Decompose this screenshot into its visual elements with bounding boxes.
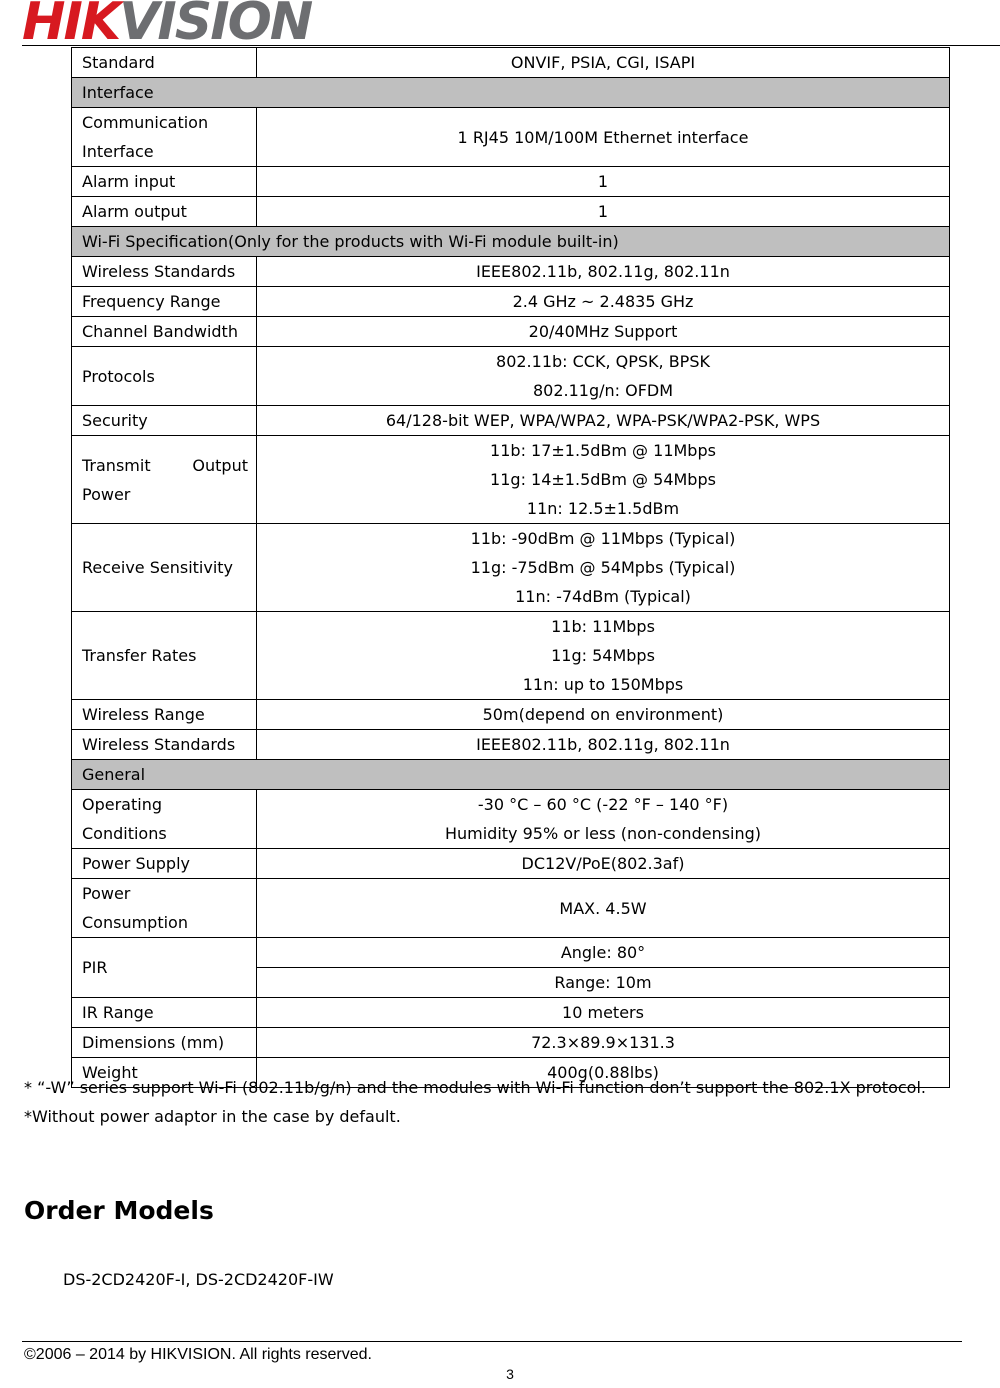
value-line: 802.11b: CCK, QPSK, BPSK [496,352,710,371]
row-label: Protocols [72,347,257,406]
row-value: 1 [257,197,950,227]
row-label: Wireless Standards [72,730,257,760]
row-label: IR Range [72,998,257,1028]
section-header-row [72,78,950,108]
table-row [72,317,950,347]
value-line: Humidity 95% or less (non-condensing) [444,824,762,843]
table-row [72,524,950,612]
table-row [72,197,950,227]
value-line: 11n: 12.5±1.5dBm [526,499,680,518]
row-value [257,524,950,612]
row-value: ONVIF, PSIA, CGI, ISAPI [257,48,950,78]
row-label [72,879,257,938]
row-value: IEEE802.11b, 802.11g, 802.11n [257,730,950,760]
table-row [72,406,950,436]
row-label: Receive Sensitivity [72,524,257,612]
table-row [72,287,950,317]
wifi-footnote: * “-W” series support Wi-Fi (802.11b/g/n) and the modules with Wi-Fi function don’t support the 802.1X protocol. [24,1078,926,1097]
section-general: General [72,760,950,790]
table-row [72,730,950,760]
row-label: Weight [72,1058,257,1088]
table-row [72,108,950,167]
row-label-line: Conditions [82,824,167,843]
table-row [72,938,950,968]
footer-divider [22,1341,962,1342]
row-label: Transfer Rates [72,612,257,700]
row-label-line: Operating [82,795,162,814]
value-line: 11g: 54Mbps [551,646,655,665]
copyright-text: ©2006 – 2014 by HIKVISION. All rights reserved. [24,1346,372,1363]
row-label: Alarm input [72,167,257,197]
row-label-line: Power [82,884,131,903]
row-value: 72.3×89.9×131.3 [257,1028,950,1058]
row-value [257,612,950,700]
row-value: Range: 10m [257,968,950,998]
row-value [257,790,950,849]
row-value: Angle: 80° [257,938,950,968]
section-header-row [72,227,950,257]
row-value: 400g(0.88lbs) [257,1058,950,1088]
spec-table [71,47,950,1088]
value-line: 802.11g/n: OFDM [532,381,674,400]
value-line: 11n: up to 150Mbps [522,675,684,694]
page-number: 3 [506,1366,514,1382]
row-label: Alarm output [72,197,257,227]
row-value: 2.4 GHz ~ 2.4835 GHz [257,287,950,317]
row-value: 1 RJ45 10M/100M Ethernet interface [257,108,950,167]
logo-gray-part: VISION [119,0,312,52]
table-row [72,700,950,730]
value-line: -30 °C – 60 °C (-22 °F – 140 °F) [477,795,729,814]
row-value: 20/40MHz Support [257,317,950,347]
table-row [72,849,950,879]
value-line: 11b: -90dBm @ 11Mbps (Typical) [470,529,736,548]
row-value: 50m(depend on environment) [257,700,950,730]
section-header-row [72,760,950,790]
row-label: PIR [72,938,257,998]
value-line: 11b: 11Mbps [551,617,655,636]
row-value: MAX. 4.5W [257,879,950,938]
row-label: Transmit Output Power [72,436,257,524]
logo-red-part: HIK [22,0,120,52]
table-row [72,347,950,406]
row-label: Security [72,406,257,436]
value-line: 11b: 17±1.5dBm @ 11Mbps [490,441,716,460]
row-label-line: Communication [82,113,209,132]
row-value: 64/128-bit WEP, WPA/WPA2, WPA-PSK/WPA2-PSK, WPS [257,406,950,436]
row-value: 10 meters [257,998,950,1028]
value-line: 11n: -74dBm (Typical) [515,587,691,606]
table-row [72,612,950,700]
value-line: 11g: -75dBm @ 54Mpbs (Typical) [470,558,736,577]
row-label: Standard [72,48,257,78]
row-label-line: Interface [82,142,154,161]
hikvision-logo [22,0,311,50]
section-wifi: Wi-Fi Specification(Only for the products with Wi-Fi module built-in) [72,227,950,257]
section-interface: Interface [72,78,950,108]
row-label: Power Supply [72,849,257,879]
row-label: Wireless Range [72,700,257,730]
row-label: Wireless Standards [72,257,257,287]
row-label-line: Consumption [82,913,188,932]
value-line: 11g: 14±1.5dBm @ 54Mbps [490,470,716,489]
table-row [72,998,950,1028]
row-value [257,347,950,406]
row-value [257,436,950,524]
order-models-list: DS-2CD2420F-I, DS-2CD2420F-IW [63,1270,334,1289]
table-row [72,436,950,524]
row-label [72,108,257,167]
table-row [72,167,950,197]
row-label: Frequency Range [72,287,257,317]
table-row [72,1028,950,1058]
row-label: Dimensions (mm) [72,1028,257,1058]
row-value: 1 [257,167,950,197]
header-divider [22,45,1000,46]
table-row [72,257,950,287]
table-row [72,48,950,78]
table-row [72,790,950,849]
table-row [72,879,950,938]
row-label: Channel Bandwidth [72,317,257,347]
row-label [72,790,257,849]
order-models-heading: Order Models [24,1196,214,1225]
row-value: IEEE802.11b, 802.11g, 802.11n [257,257,950,287]
adaptor-footnote: *Without power adaptor in the case by default. [24,1107,401,1126]
row-value: DC12V/PoE(802.3af) [257,849,950,879]
